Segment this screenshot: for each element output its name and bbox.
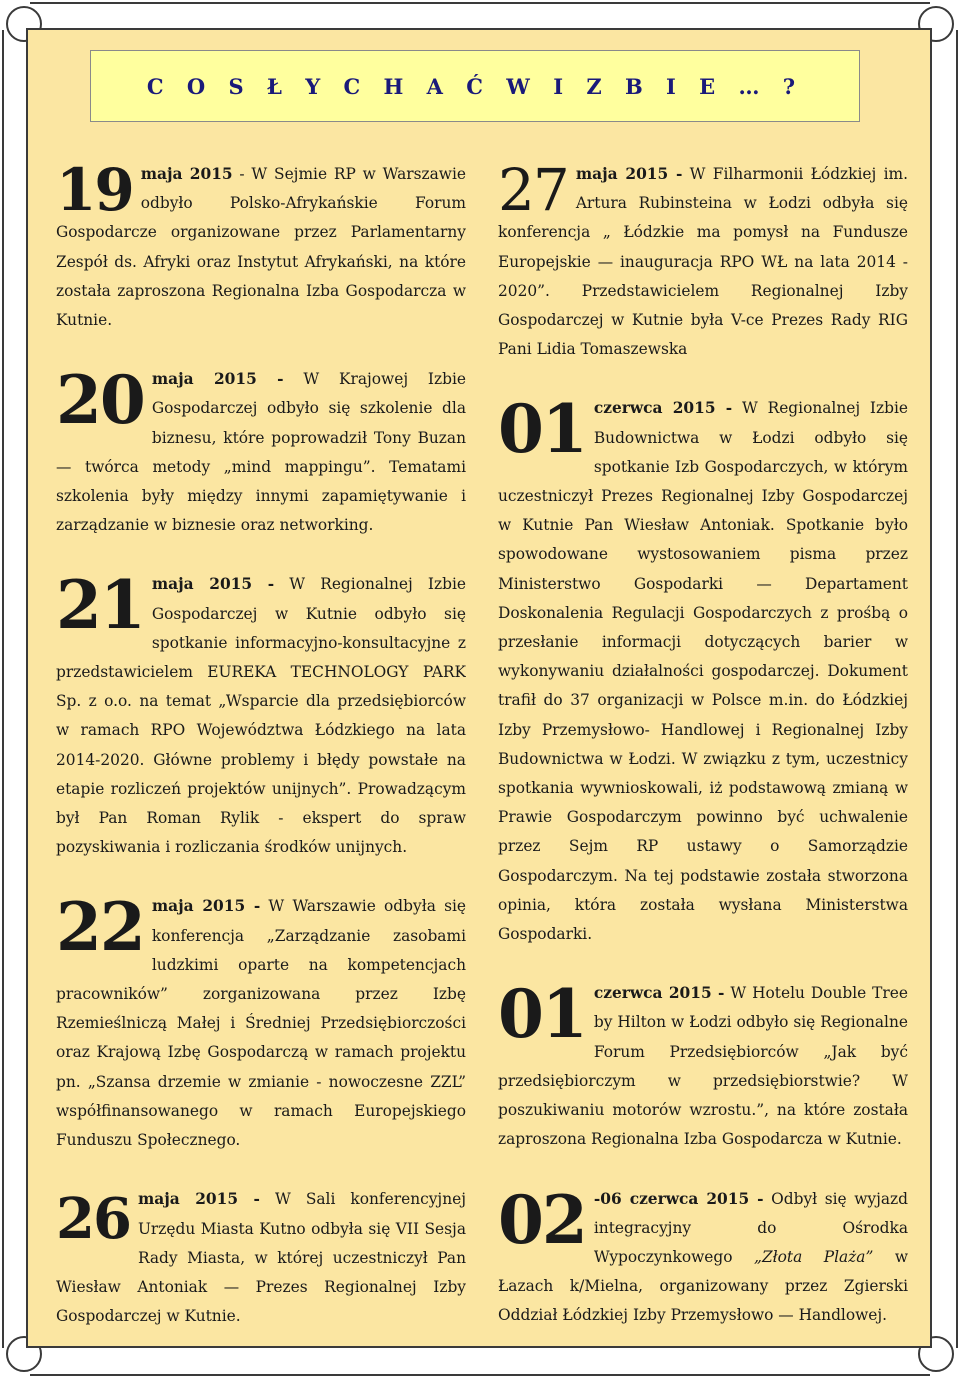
news-entry	[56, 160, 466, 335]
entry-text: W Filharmonii Łódzkiej im. Artura Rubinsteina w Łodzi odbyła się konferencja „ Łódzkie ma pomysł na Fundusze Europejskie — inauguracja RPO WŁ na lata 2014 - 2020”. Przedstawicielem Regionalnej Izby Gospodarczej w Kutnie była V-ce Prezes Rady RIG Pani Lidia Tomaszewska	[498, 165, 908, 359]
entry-sep	[732, 399, 742, 417]
entry-text: w Łazach k/Mielna, organizowany przez Zgierski Oddział Łódzkiej Izby Przemysłowo — Handlowej.	[498, 1247, 908, 1325]
entry-sep	[682, 165, 689, 183]
entry-day: 19	[56, 160, 133, 224]
entry-day: 20	[56, 365, 144, 440]
news-entry	[498, 394, 908, 949]
entry-text-italic: „Złota Plaża”	[753, 1247, 874, 1266]
entry-date: maja 2015 -	[151, 575, 275, 594]
entry-day: 01	[498, 394, 586, 469]
entry-text: W Sali konferencyjnej Urzędu Miasta Kutno odbyła się VII Sesja Rady Miasta, w której uczestniczył Pan Wiesław Antoniak — Prezes Regionalnej Izby Gospodarczej w Kutnie.	[56, 1190, 466, 1326]
entry-text: W Sejmie RP w Warszawie odbyło Polsko-Afrykańskie Forum Gospodarcze organizowane przez Parlamentarny Zespół ds. Afryki oraz Instytut Afrykański, na które została zaproszona Regionalna Izba Gospodarcza w Kutnie.	[56, 165, 466, 330]
entry-text: W Regionalnej Izbie Gospodarczej w Kutnie odbyło się spotkanie informacyjno-konsultacyjne z przedstawicielem EUREKA TECHNOLOGY PARK Sp. z o.o. na temat „Wsparcie dla przedsiębiorców w ramach RPO Województwa Łódzkiego na lata 2014-2020. Główne problemy i błędy powstałe na etapie rozliczeń projektów unijnych”. Prowadzącym był Pan Roman Rylik - ekspert do spraw pozyskiwania i rozliczania środków unijnych.	[56, 575, 466, 857]
entry-date: maja 2015	[140, 165, 233, 183]
news-entry	[56, 570, 466, 862]
entry-text: Odbył się wyjazd integracyjny do Ośrodka Wypoczynkowego	[593, 1189, 908, 1266]
entry-text: W Warszawie odbyła się konferencja „Zarządzanie zasobami ludzkimi oparte na kompetencjach pracowników” zorganizowana przez Izbę Rzemieślniczą Małej i Średniej Przedsiębiorczości oraz Krajową Izbę Gospodarczą w ramach projektu pn. „Szansa drzemie w zmianie - nowoczesne ZZL” współfinansowanego w ramach Europejskiego Funduszu Społecznego.	[56, 897, 466, 1150]
news-entry	[56, 1185, 466, 1331]
entry-text: W Regionalnej Izbie Budownictwa w Łodzi odbyło się spotkanie Izb Gospodarczych, w którym uczestniczył Prezes Regionalnej Izby Gospodarczej w Kutnie Pan Wiesław Antoniak. Spotkanie było spowodowane wystosowaniem pisma przez Ministerstwo Gospodarki — Departament Doskonalenia Regulacji Gospodarczych z prośbą o przesłanie informacji dotyczących barier w wykonywaniu działalności gospodarczej. Dokument trafił do 37 organizacji w Polsce m.in. do Łódzkiej Izby Przemysłowo- Handlowej i Regionalnej Izby Budownictwa w Łodzi. W związku z tym, uczestnicy spotkania wywnioskowali, iż podstawową zmianą w Prawie Gospodarczym powinno być uchwalenie przez Sejm RP ustawy o Samorządzie Gospodarczym. Na tej podstawie została stworzona opinia, która została wysłana Ministerstwa Gospodarki.	[498, 399, 908, 944]
entry-sep	[260, 1190, 275, 1208]
entry-date: maja 2015 -	[575, 165, 683, 183]
entry-sep	[283, 370, 303, 388]
entry-date: maja 2015 -	[151, 370, 284, 389]
header-banner	[90, 50, 860, 122]
entry-text: W Krajowej Izbie Gospodarczej odbyło się szkolenie dla biznesu, które poprowadził Tony Buzan — twórca metody „mind mappingu”. Tematami szkolenia były między innymi zapamiętywanie i zarządzanie w biznesie oraz networking.	[56, 370, 466, 535]
entry-body	[498, 394, 908, 949]
news-entry	[498, 979, 908, 1154]
news-entry	[498, 1185, 908, 1331]
entry-sep	[764, 1190, 772, 1208]
entry-day: 27	[498, 160, 568, 224]
entry-day: 02	[498, 1184, 586, 1259]
right-column	[498, 160, 908, 1361]
entry-date: maja 2015 -	[137, 1190, 260, 1209]
entry-date: maja 2015 -	[151, 897, 261, 916]
entry-sep	[274, 575, 289, 593]
entry-date: czerwca 2015 -	[593, 984, 725, 1003]
news-entry	[56, 365, 466, 540]
news-entry	[56, 892, 466, 1155]
page-title: C O S Ł Y C H A Ć W I Z B I E … ?	[146, 73, 804, 99]
entry-text: W Hotelu Double Tree by Hilton w Łodzi odbyło się Regionalne Forum Przedsiębiorców „Jak być przedsiębiorczym w przedsiębiorstwie? W poszukiwaniu motorów wzrostu.”, na które została zaproszona Regionalna Izba Gospodarcza w Kutnie.	[498, 984, 908, 1149]
entry-day: 01	[498, 979, 586, 1054]
entry-day: 22	[56, 892, 144, 967]
entry-sep: -	[232, 165, 252, 183]
left-column	[56, 160, 466, 1361]
entry-day: 26	[56, 1186, 130, 1253]
entry-date: -06 czerwca 2015 -	[593, 1189, 764, 1208]
news-entry	[498, 160, 908, 364]
entry-day: 21	[56, 570, 144, 645]
entry-date: czerwca 2015 -	[593, 399, 733, 418]
